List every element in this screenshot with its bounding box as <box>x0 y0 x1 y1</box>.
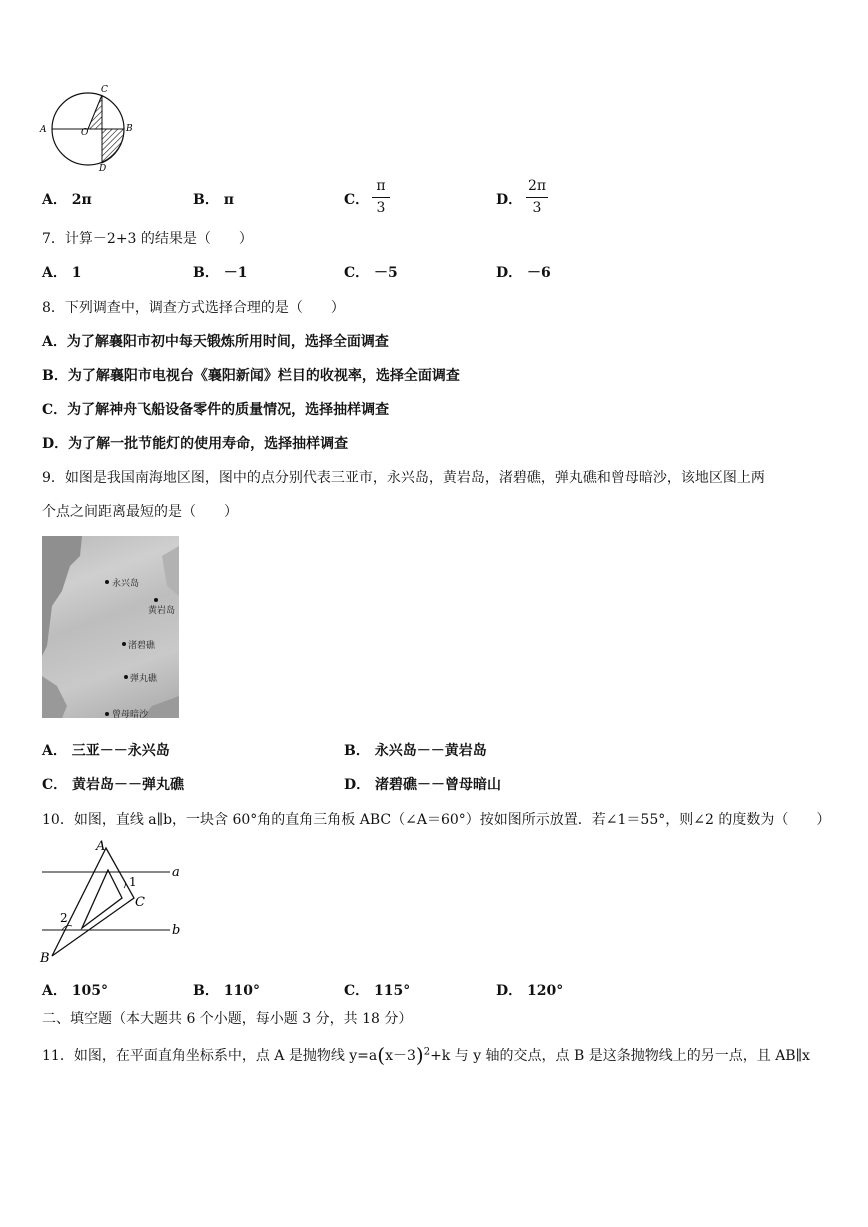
q6-option-b[interactable]: B． π <box>193 192 234 208</box>
label-A: A <box>96 839 106 854</box>
label-A: A <box>40 125 47 135</box>
label-b: b <box>172 923 181 938</box>
q6-option-c[interactable]: C． <box>344 192 370 208</box>
q10-stem: 10．如图，直线 a∥b，一块含 60°角的直角三角板 ABC（∠A＝60°）按如图所示放置．若∠1＝55°，则∠2 的度数为（ ） <box>42 812 831 828</box>
q9-option-c[interactable]: C． 黄岩岛－－弹丸礁 <box>42 777 185 793</box>
label-O: O <box>81 128 89 138</box>
q8-stem: 8．下列调查中，调查方式选择合理的是（ ） <box>42 300 345 316</box>
q9-stem-line2: 个点之间距离最短的是（ ） <box>42 504 238 520</box>
zengmu-dot <box>105 712 109 716</box>
q10-option-d[interactable]: D． 120° <box>496 983 564 999</box>
q9-stem-line1: 9．如图是我国南海地区图，图中的点分别代表三亚市，永兴岛，黄岩岛，渚碧礁，弹丸礁和曾母暗沙，该地区图上两 <box>42 470 765 486</box>
q7-option-a[interactable]: A． 1 <box>42 265 82 281</box>
circle-figure <box>38 84 138 174</box>
q8-option-c[interactable]: C．为了解神舟飞船设备零件的质量情况，选择抽样调查 <box>42 402 390 418</box>
south-china-sea-map <box>42 536 179 718</box>
map-label-danwan: 弹丸礁 <box>130 674 158 684</box>
q7-option-d[interactable]: D． －6 <box>496 265 551 281</box>
q6-option-a[interactable]: A． 2π <box>42 192 92 208</box>
label-B: B <box>40 951 50 966</box>
q9-option-d[interactable]: D． 渚碧礁－－曾母暗山 <box>344 777 502 793</box>
q7-option-b[interactable]: B． －1 <box>193 265 248 281</box>
label-a: a <box>172 865 180 880</box>
q6-option-c-fraction: π 3 <box>372 178 390 217</box>
map-label-huangyan: 黄岩岛 <box>148 606 176 616</box>
huangyan-dot <box>154 598 158 602</box>
section-heading: 二、填空题（本大题共 6 个小题，每小题 3 分，共 18 分） <box>42 1011 413 1027</box>
map-label-zhubi: 渚碧礁 <box>128 641 156 651</box>
triangle-figure <box>38 836 188 966</box>
q7-stem: 7．计算－2+3 的结果是（ ） <box>42 231 253 247</box>
q8-option-b[interactable]: B．为了解襄阳市电视台《襄阳新闻》栏目的收视率，选择全面调查 <box>42 368 460 384</box>
label-D: D <box>99 164 107 174</box>
yongxing-dot <box>105 580 109 584</box>
q10-option-a[interactable]: A． 105° <box>42 983 108 999</box>
q8-option-d[interactable]: D．为了解一批节能灯的使用寿命，选择抽样调查 <box>42 436 349 452</box>
q11-stem: 11．如图，在平面直角坐标系中，点 A 是抛物线 $y=a(x-3)^2+k$ 与 y 轴的交点，点 B 是这条抛物线上的另一点，且 AB∥x <box>42 1043 810 1067</box>
map-terrain <box>42 536 179 718</box>
q6-option-d[interactable]: D． <box>496 192 523 208</box>
q6-option-d-fraction: 2π 3 <box>527 178 547 216</box>
label-B: B <box>126 124 133 134</box>
zhubi-dot <box>122 642 126 646</box>
q10-option-c[interactable]: C． 115° <box>344 983 411 999</box>
danwan-dot <box>124 675 128 679</box>
q9-option-b[interactable]: B． 永兴岛－－黄岩岛 <box>344 743 487 759</box>
q10-option-b[interactable]: B． 110° <box>193 983 260 999</box>
map-label-yongxing: 永兴岛 <box>112 579 140 589</box>
q7-option-c[interactable]: C． －5 <box>344 265 398 281</box>
label-1: 1 <box>129 875 137 889</box>
label-C: C <box>135 895 145 910</box>
q9-option-a[interactable]: A． 三亚－－永兴岛 <box>42 743 170 759</box>
q8-option-a[interactable]: A．为了解襄阳市初中每天锻炼所用时间，选择全面调查 <box>42 334 389 350</box>
label-2: 2 <box>60 911 68 925</box>
map-label-zengmu: 曾母暗沙 <box>112 710 149 718</box>
label-C: C <box>101 85 108 95</box>
